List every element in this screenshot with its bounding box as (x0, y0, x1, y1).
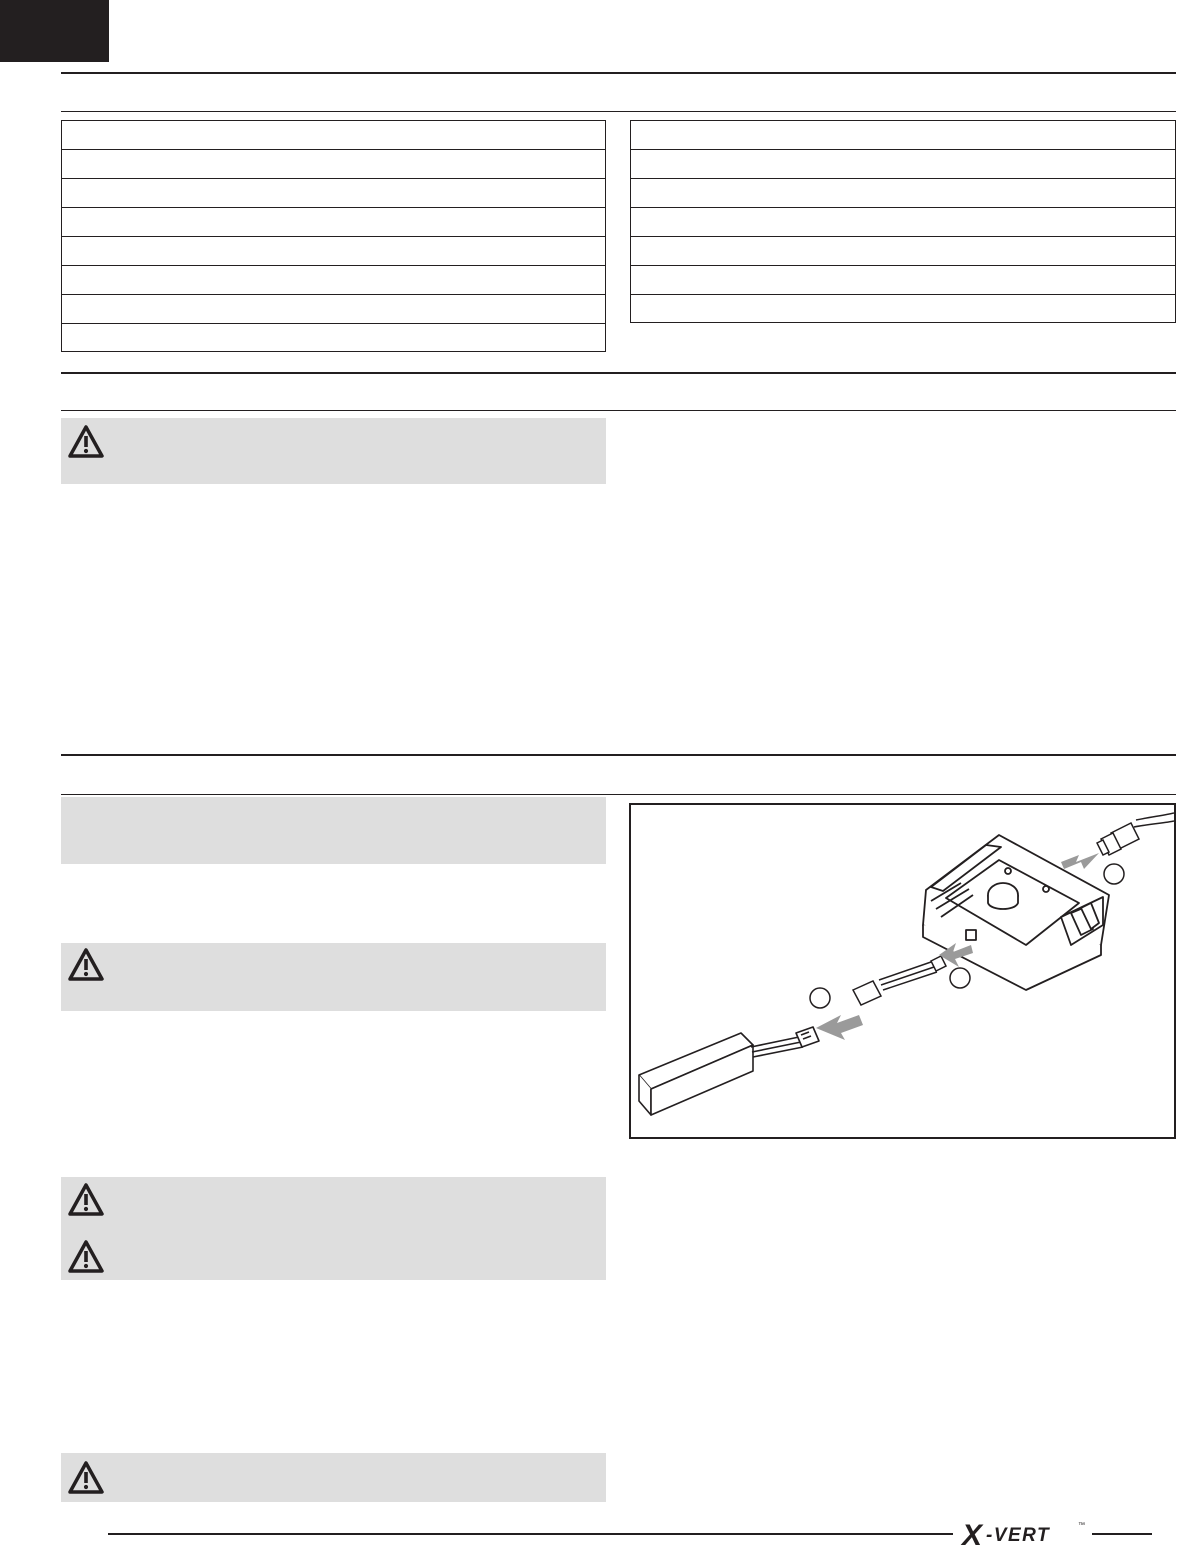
battery-icon (639, 1027, 819, 1115)
section-rule-bottom (61, 794, 1176, 795)
warning-triangle-icon (68, 425, 104, 459)
section-rule-bottom (61, 410, 1176, 411)
logo-trademark: ™ (1078, 1522, 1085, 1529)
charger-illustration (631, 805, 1174, 1137)
warning-box (61, 418, 606, 484)
warning-triangle-icon (68, 1183, 104, 1217)
section-rule-top (61, 72, 1176, 74)
callout-circle (950, 968, 970, 988)
warning-box (61, 1177, 606, 1280)
callout-circle (810, 988, 830, 1008)
logo-x: X (962, 1519, 983, 1551)
table-row (62, 208, 605, 237)
table-row (631, 179, 1175, 208)
table-row (62, 295, 605, 324)
table-row (62, 150, 605, 179)
arrow-icon (816, 1015, 863, 1040)
table-row (62, 237, 605, 266)
table-row (62, 121, 605, 150)
table-row (631, 150, 1175, 179)
section-rule-top (61, 754, 1176, 756)
power-plug-icon (1097, 813, 1174, 855)
callout-circle (1104, 864, 1124, 884)
table-row (62, 266, 605, 295)
warning-triangle-icon (68, 1461, 104, 1495)
section-rule-bottom (61, 111, 1176, 112)
spec-table-right (630, 120, 1176, 323)
warning-triangle-icon (68, 948, 104, 982)
footer-rule (1092, 1533, 1152, 1535)
warning-box (61, 943, 606, 1011)
table-row (631, 295, 1175, 324)
section-rule-top (61, 372, 1176, 374)
logo-text: -VERT (986, 1525, 1051, 1546)
table-row (62, 324, 605, 353)
note-box (61, 797, 606, 864)
x-vert-logo (960, 1515, 1090, 1551)
table-row (631, 237, 1175, 266)
footer-rule (108, 1533, 953, 1535)
warning-triangle-icon (68, 1240, 104, 1274)
table-row (62, 179, 605, 208)
table-row (631, 121, 1175, 150)
table-row (631, 208, 1175, 237)
spec-table-left (61, 120, 606, 352)
charger-icon (923, 835, 1109, 990)
table-row (631, 266, 1175, 295)
warning-box (61, 1453, 606, 1502)
arrow-icon (1061, 853, 1099, 869)
language-tab (0, 0, 109, 62)
balance-adapter-icon (853, 956, 946, 1005)
charger-connection-figure (629, 803, 1176, 1139)
